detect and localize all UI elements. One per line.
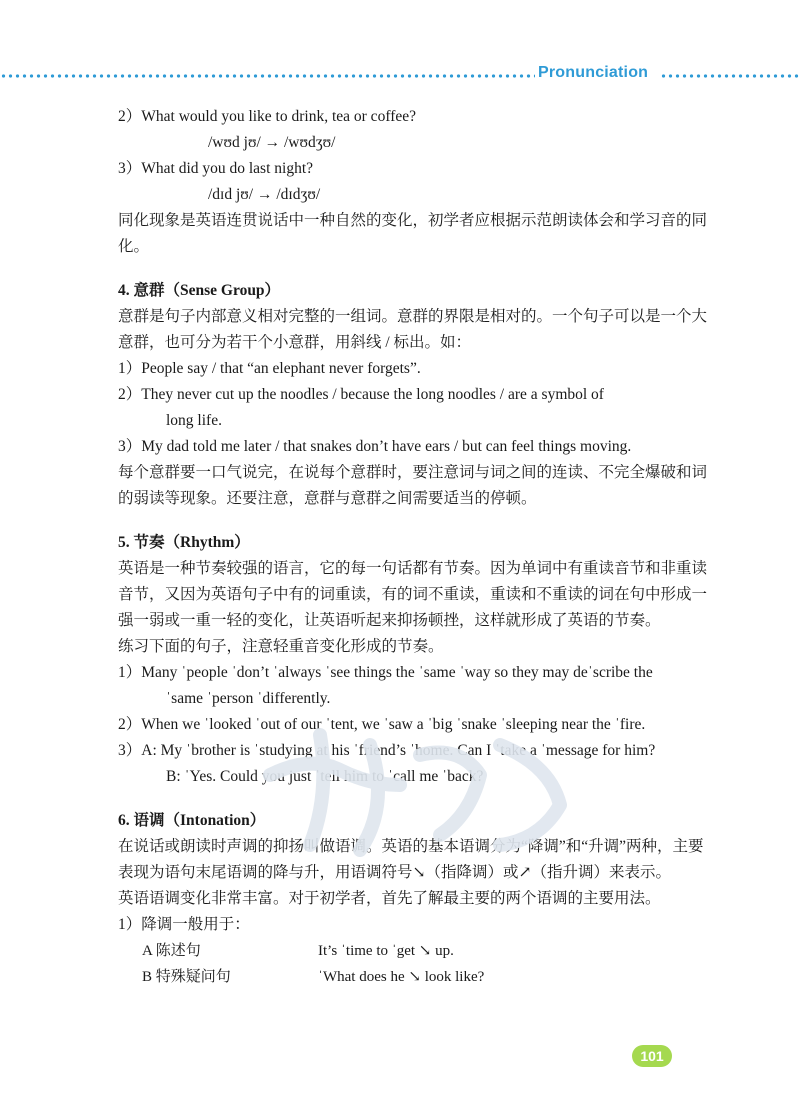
sentence-type-label: B 特殊疑问句 bbox=[142, 969, 231, 985]
intonation-example: It’s ˈtime to ˈget ↘ up. bbox=[318, 943, 454, 959]
ipa-transcription: /dɪd jʊ/ → /dɪdʒʊ/ bbox=[208, 186, 321, 203]
paragraph: 每个意群要一口气说完，在说每个意群时，要注意词与词之间的连读、不完全爆破和词的弱读等现象。还要注意，意群与意群之间需要适当的停顿。 bbox=[118, 464, 708, 507]
intonation-example: ˈWhat does he ↘ look like? bbox=[318, 969, 485, 985]
page-header bbox=[0, 64, 800, 88]
heading-sense-group: 4. 意群（Sense Group） bbox=[118, 282, 281, 299]
example-sentence: 3）My dad told me later / that snakes don’t have ears / but can feel things moving. bbox=[118, 438, 632, 455]
paragraph: 在说话或朗读时声调的抑扬叫做语调。英语的基本语调分为“降调”和“升调”两种，主要表现为语句末尾语调的降与升，用语调符号↘（指降调）或↗（指升调）来表示。 bbox=[118, 838, 704, 881]
ipa-transcription: /wʊd jʊ/ → /wʊdʒʊ/ bbox=[208, 134, 336, 151]
example-sentence: 2）They never cut up the noodles / because the long noodles / are a symbol of bbox=[118, 386, 604, 403]
header-dotted-rule-right bbox=[660, 74, 800, 78]
example-sentence-continued: long life. bbox=[166, 412, 222, 429]
example-sentence-continued: ˈsame ˈperson ˈdifferently. bbox=[166, 690, 331, 707]
heading-intonation: 6. 语调（Intonation） bbox=[118, 812, 266, 829]
paragraph: 意群是句子内部意义相对完整的一组词。意群的界限是相对的。一个句子可以是一个大意群，也可分为若干个小意群，用斜线 / 标出。如： bbox=[118, 308, 708, 351]
example-sentence: 3）A: My ˈbrother is ˈstudying at his ˈfriend’s ˈhome. Can I ˈtake a ˈmessage for him? bbox=[118, 742, 656, 759]
example-sentence: 2）When we ˈlooked ˈout of our ˈtent, we ˈsaw a ˈbig ˈsnake ˈsleeping near the ˈfire. bbox=[118, 716, 646, 733]
page-number-badge: 101 bbox=[632, 1045, 672, 1067]
example-sentence: 3）What did you do last night? bbox=[118, 160, 314, 177]
paragraph: 英语是一种节奏较强的语言，它的每一句话都有节奏。因为单词中有重读音节和非重读音节，又因为英语句子中有的词重读，有的词不重读，重读和不重读的词在句中形成一强一弱或一重一轻的变化，让英语听起来抑扬顿挫，这样就形成了英语的节奏。 bbox=[118, 560, 708, 629]
sentence-type-label: A 陈述句 bbox=[142, 943, 201, 959]
list-item bbox=[118, 938, 718, 964]
header-dotted-rule bbox=[0, 74, 535, 78]
paragraph: 同化现象是英语连贯说话中一种自然的变化，初学者应根据示范朗读体会和学习音的同化。 bbox=[118, 212, 708, 255]
list-item bbox=[118, 964, 718, 990]
list-intro: 1）降调一般用于： bbox=[118, 916, 250, 933]
paragraph: 练习下面的句子，注意轻重音变化形成的节奏。 bbox=[118, 638, 444, 655]
example-sentence: 2）What would you like to drink, tea or coffee? bbox=[118, 108, 416, 125]
watermark-image bbox=[250, 715, 580, 865]
section-title: Pronunciation bbox=[538, 64, 649, 81]
example-sentence: 1）Many ˈpeople ˈdon’t ˈalways ˈsee things the ˈsame ˈway so they may deˈscribe the bbox=[118, 664, 653, 681]
paragraph: 英语语调变化非常丰富。对于初学者，首先了解最主要的两个语调的主要用法。 bbox=[118, 890, 661, 907]
example-sentence-continued: B: ˈYes. Could you just ˈtell him to ˈcall me ˈback? bbox=[166, 768, 484, 785]
heading-rhythm: 5. 节奏（Rhythm） bbox=[118, 534, 250, 551]
example-sentence: 1）People say / that “an elephant never forgets”. bbox=[118, 360, 421, 377]
